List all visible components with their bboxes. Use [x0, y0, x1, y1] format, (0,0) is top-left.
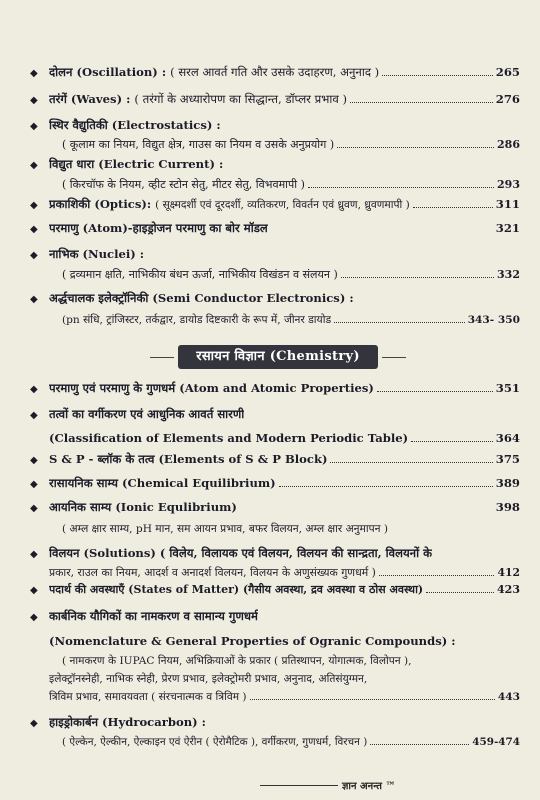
- dot-leader: [330, 462, 492, 463]
- dot-leader: [334, 322, 465, 323]
- bullet-icon: ◆: [30, 200, 38, 211]
- bullet-icon: ◆: [30, 121, 38, 132]
- entry-desc: ( सरल आवर्त गति और उसके उदाहरण, अनुनाद ): [170, 65, 380, 79]
- bullet-icon: ◆: [30, 479, 38, 490]
- toc-entry-organic-nomenclature: [30, 608, 520, 705]
- entry-title-english: (Classification of Elements and Modern Periodic Table): [49, 431, 409, 445]
- bullet-icon: ◆: [30, 68, 38, 79]
- entry-desc: ( किरचॉफ के नियम, व्हीट स्टोन सेतु, मीटर सेतु, विभवमापी ): [62, 178, 305, 191]
- bullet-icon: ◆: [30, 384, 38, 395]
- dot-leader: [377, 391, 493, 392]
- toc-entry-waves: [30, 91, 520, 107]
- publisher-footer: ज्ञान अनन्त ™: [342, 781, 396, 792]
- page-number: 351: [495, 381, 520, 395]
- toc-entry-sp-block: [30, 451, 520, 467]
- entry-desc: ( नामकरण के IUPAC नियम, अभिक्रियाओं के प्रकार ( प्रतिस्थापन, योगात्मक, विलोपन ),: [62, 655, 412, 667]
- entry-title: नाभिक (Nuclei) :: [49, 247, 145, 261]
- bullet-icon: ◆: [30, 549, 38, 560]
- dot-leader: [413, 207, 493, 208]
- page-number: 276: [495, 92, 520, 106]
- entry-title: S & P - ब्लॉक के तत्व (Elements of S & P Block): [49, 452, 328, 466]
- toc-entry-atom: [30, 220, 520, 236]
- toc-entry-periodic-table: [30, 406, 520, 446]
- toc-entry-electric-current: [30, 156, 520, 193]
- section-rule-left: [150, 357, 174, 358]
- entry-desc: ( कूलाम का नियम, विद्युत क्षेत्र, गाउस का नियम व उसके अनुप्रयोग ): [62, 138, 335, 151]
- toc-entry-ionic-equilibrium: [30, 499, 520, 537]
- entry-desc: त्रिविम प्रभाव, समावयवता ( संरचनात्मक व त्रिविम ): [49, 691, 247, 703]
- toc-entry-semiconductor: [30, 290, 520, 328]
- entry-title: आयनिक साम्य (Ionic Equlibrium): [49, 500, 237, 514]
- entry-desc: ( द्रव्यमान क्षति, नाभिकीय बंधन ऊर्जा, नाभिकीय विखंडन व संलयन ): [62, 268, 338, 281]
- entry-title: दोलन (Oscillation) :: [49, 65, 167, 79]
- dot-leader: [350, 102, 493, 103]
- entry-title: विद्युत धारा (Electric Current) :: [49, 157, 224, 171]
- section-rule-right: [382, 357, 406, 358]
- toc-entry-states-of-matter: [30, 582, 520, 598]
- page-number: 375: [495, 452, 520, 466]
- page-number: 412: [497, 566, 520, 579]
- entry-title: विलयन (Solutions) ( विलेय, विलायक एवं विलयन, विलयन की सान्द्रता, विलयनों के: [49, 546, 433, 560]
- dot-leader: [341, 277, 494, 278]
- toc-entry-nuclei: [30, 246, 520, 283]
- bullet-icon: ◆: [30, 455, 38, 466]
- bullet-icon: ◆: [30, 160, 38, 171]
- bullet-icon: ◆: [30, 585, 38, 596]
- entry-desc: प्रकार, राउल का नियम, आदर्श व अनादर्श विलयन, विलयन के अणुसंख्यक गुणधर्म ): [49, 566, 376, 579]
- page-number: 343- 350: [467, 314, 520, 326]
- footer-rule: [260, 785, 338, 786]
- section-title: रसायन विज्ञान (Chemistry): [196, 349, 360, 364]
- entry-title: परमाणु (Atom)-हाइड्रोजन परमाणु का बोर मॉडल: [49, 221, 268, 235]
- dot-leader: [250, 699, 495, 700]
- bullet-icon: ◆: [30, 250, 38, 261]
- dot-leader: [411, 441, 493, 442]
- dot-leader: [279, 486, 493, 487]
- bullet-icon: ◆: [30, 503, 38, 514]
- entry-title: रासायनिक साम्य (Chemical Equilibrium): [49, 476, 276, 490]
- bullet-icon: ◆: [30, 294, 38, 305]
- bullet-icon: ◆: [30, 718, 38, 729]
- dot-leader: [337, 147, 494, 148]
- entry-title: तरंगें (Waves) :: [49, 92, 131, 106]
- entry-desc: ( ऐल्केन, ऐल्कीन, ऐल्काइन एवं ऐरीन ( ऐरोमैटिक ), वर्गीकरण, गुणधर्म, विरचन ): [62, 736, 368, 748]
- entry-title: प्रकाशिकी (Optics):: [49, 197, 152, 211]
- page-number: 398: [495, 500, 520, 514]
- dot-leader: [426, 592, 494, 593]
- toc-entry-chemical-equilibrium: [30, 475, 520, 491]
- dot-leader: [382, 75, 493, 76]
- toc-entry-electrostatics: [30, 117, 520, 153]
- entry-title-english: (Nomenclature & General Properties of Ogranic Compounds) :: [49, 634, 456, 648]
- entry-desc: ( तरंगों के अध्यारोपण का सिद्धान्त, डॉप्लर प्रभाव ): [134, 92, 348, 106]
- page-number: 443: [497, 691, 520, 703]
- toc-entry-solutions: [30, 545, 520, 581]
- entry-title: तत्वों का वर्गीकरण एवं आधुनिक आवर्त सारणी: [49, 407, 245, 421]
- entry-title: परमाणु एवं परमाणु के गुणधर्म (Atom and Atomic Properties): [49, 381, 374, 395]
- bullet-icon: ◆: [30, 612, 38, 623]
- section-header-chemistry: [178, 345, 378, 369]
- page-number: 286: [497, 138, 520, 151]
- toc-entry-atomic-properties: [30, 380, 520, 396]
- dot-leader: [370, 744, 469, 745]
- dot-leader: [379, 575, 495, 576]
- page-number: 293: [497, 178, 520, 191]
- bullet-icon: ◆: [30, 410, 38, 421]
- dot-leader: [308, 187, 494, 188]
- page-number: 389: [495, 476, 520, 490]
- page-number: 364: [495, 431, 520, 445]
- toc-entry-optics: [30, 196, 520, 212]
- bullet-icon: ◆: [30, 95, 38, 106]
- toc-entry-hydrocarbon: [30, 714, 520, 750]
- page-number: 459-474: [472, 736, 520, 748]
- entry-title: पदार्थ की अवस्थाएँ (States of Matter) (गैसीय अवस्था, द्रव अवस्था व ठोस अवस्था): [49, 583, 424, 596]
- entry-desc: ( अम्ल क्षार साम्य, pH मान, सम आयन प्रभाव, बफर विलयन, अम्ल क्षार अनुमापन ): [62, 523, 389, 535]
- entry-title: अर्द्धचालक इलेक्ट्रॉनिकी (Semi Conductor Electronics) :: [49, 291, 354, 305]
- entry-desc: इलेक्ट्रॉनस्नेही, नाभिक स्नेही, प्रेरण प्रभाव, इलेक्ट्रोमरी प्रभाव, अनुनाद, अतिसंयुग्मन,: [49, 673, 368, 685]
- page-number: 321: [495, 221, 520, 235]
- entry-title: कार्बनिक यौगिकों का नामकरण व सामान्य गुणधर्म: [49, 609, 258, 623]
- entry-desc: ( सूक्ष्मदर्शी एवं दूरदर्शी, व्यतिकरण, विवर्तन एवं ध्रुवण, ध्रुवणमापी ): [155, 199, 410, 211]
- entry-title: हाइड्रोकार्बन (Hydrocarbon) :: [49, 715, 206, 729]
- page-number: 265: [495, 65, 520, 79]
- entry-desc: (pn संधि, ट्रांजिस्टर, तर्कद्वार, डायोड दिष्टकारी के रूप में, जीनर डायोड: [62, 314, 332, 326]
- page-number: 423: [497, 583, 520, 596]
- toc-entry-oscillation: [30, 64, 520, 80]
- page-number: 332: [497, 268, 520, 281]
- entry-title: स्थिर वैद्युतिकी (Electrostatics) :: [49, 118, 221, 132]
- page-number: 311: [495, 197, 520, 211]
- bullet-icon: ◆: [30, 224, 38, 235]
